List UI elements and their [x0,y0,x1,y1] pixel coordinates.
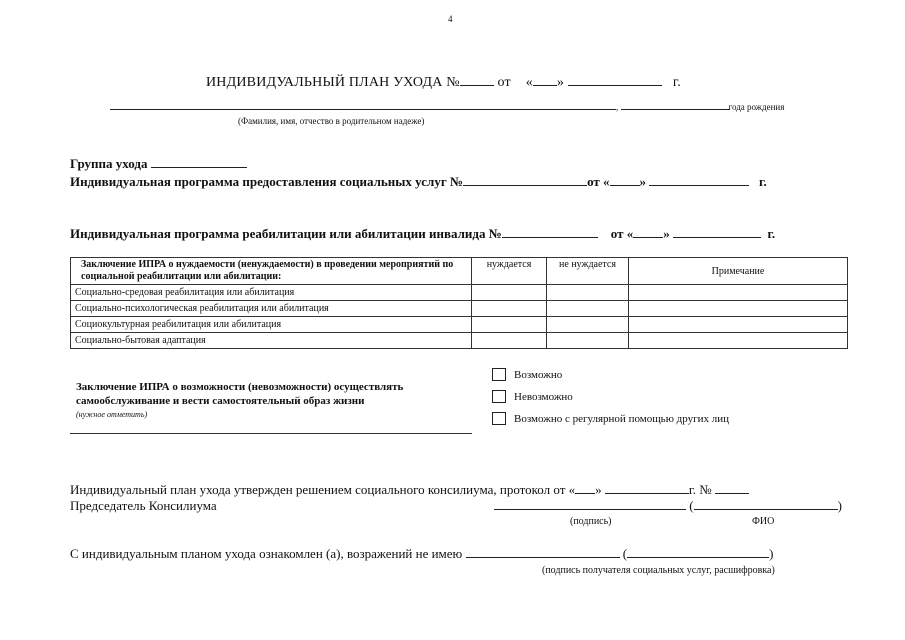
table-header-note: Примечание [629,258,848,285]
ipra-label: Индивидуальная программа реабилитации или абилитации инвалида № [70,226,502,241]
no-needs-cell[interactable] [547,333,629,349]
plan-month-field[interactable] [568,74,662,86]
chairman-label: Председатель Консилиума [70,498,217,513]
ipra-close: » [663,226,670,241]
document-title [206,74,681,91]
recipient-name-field[interactable] [110,98,619,112]
table-row [71,333,848,349]
ipra-rehab-table [70,257,848,349]
acquaint-sig-open: ( [622,546,628,561]
protocol-number-field[interactable] [715,482,749,494]
selfcare-divider [70,433,472,434]
acquaint-row [70,546,773,562]
approval-row [70,482,749,498]
note-cell[interactable] [629,317,848,333]
chairman-sig-open: ( [689,498,694,513]
birth-year-label: года рождения [728,102,785,112]
page-number: 4 [448,14,453,24]
ipra-day-field[interactable] [633,226,663,238]
table-header-row [71,258,848,285]
approval-text: Индивидуальный план ухода утвержден решением социального консилиума, протокол от « [70,482,576,497]
ipra-row [70,226,775,242]
checkbox-possible[interactable] [492,368,506,381]
acquaint-signature-field[interactable] [466,546,620,558]
approval-year-no: г. № [688,482,712,497]
table-row [71,285,848,301]
needs-cell[interactable] [472,317,547,333]
title-date-open: « [525,75,533,90]
option-impossible[interactable] [492,390,573,403]
option-possible-with-help[interactable] [492,412,729,425]
ipsu-from: от « [587,174,610,189]
checkbox-impossible[interactable] [492,390,506,403]
ipsu-label: Индивидуальная программа предоставления социальных услуг № [70,174,464,189]
option-impossible-label: Невозможно [514,390,573,403]
no-needs-cell[interactable] [547,317,629,333]
ipsu-close: » [639,174,647,189]
ipsu-month-field[interactable] [649,174,749,186]
recipient-line [110,98,784,112]
ipsu-number-field[interactable] [463,174,587,186]
table-header-no-needs: не нуждается [547,258,629,285]
acquaint-sig-close: ) [769,546,774,561]
note-cell[interactable] [629,285,848,301]
option-possible-label: Возможно [514,368,563,381]
care-group-row [70,156,247,172]
ipsu-row [70,174,767,190]
recipient-name-caption: (Фамилия, имя, отчество в родительном надеже) [238,116,425,126]
ipra-from: от « [610,226,634,241]
table-header-needs: нуждается [472,258,547,285]
needs-cell[interactable] [472,285,547,301]
ipsu-year: г. [759,174,767,189]
table-row-label: Социально-средовая реабилитация или абилитация [71,285,472,301]
plan-number-field[interactable] [460,74,494,86]
note-cell[interactable] [629,333,848,349]
no-needs-cell[interactable] [547,301,629,317]
no-needs-cell[interactable] [547,285,629,301]
acquaint-caption: (подпись получателя социальных услуг, расшифровка) [542,565,775,576]
approval-close: » [595,482,602,497]
table-row-label: Социокультурная реабилитация или абилитация [71,317,472,333]
selfcare-conclusion-title: Заключение ИПРА о возможности (невозможности) осуществлять самообслуживание и вести самостоятельный образ жизни [76,381,404,407]
protocol-month-field[interactable] [605,482,689,494]
table-row [71,301,848,317]
ipra-month-field[interactable] [673,226,761,238]
title-date-close: » [556,75,565,90]
ipra-year: г. [767,226,776,241]
signature-caption: (подпись) [570,516,612,527]
ipsu-day-field[interactable] [610,174,640,186]
care-group-label: Группа ухода [70,156,148,171]
fio-caption: ФИО [752,516,775,527]
care-group-field[interactable] [151,156,247,168]
checkbox-possible-with-help[interactable] [492,412,506,425]
option-possible[interactable] [492,368,562,381]
plan-day-field[interactable] [533,74,557,86]
table-row-label: Социально-психологическая реабилитация или абилитация [71,301,472,317]
birth-year-field[interactable] [621,98,729,110]
ipra-number-field[interactable] [502,226,598,238]
recipient-comma: , [616,102,619,112]
table-row-label: Социально-бытовая адаптация [71,333,472,349]
selfcare-note: (нужное отметить) [76,410,148,419]
table-row [71,317,848,333]
acquaint-fio-field[interactable] [627,546,769,558]
title-prefix: ИНДИВИДУАЛЬНЫЙ ПЛАН УХОДА № [206,75,460,90]
protocol-day-field[interactable] [575,482,595,494]
needs-cell[interactable] [472,301,547,317]
needs-cell[interactable] [472,333,547,349]
table-header-conclusion: Заключение ИПРА о нуждаемости (ненуждаемости) в проведении мероприятий по социальной реабилитации или абилитации: [71,258,472,285]
title-year: г. [672,75,681,90]
acquaint-text: С индивидуальным планом ухода ознакомлен (а), возражений не имею [70,546,463,561]
chairman-signature-field[interactable] [494,498,686,510]
title-from: от [497,75,511,90]
chairman-sig-close: ) [837,498,842,513]
chairman-signature-row [494,498,842,514]
note-cell[interactable] [629,301,848,317]
chairman-fio-field[interactable] [694,498,838,510]
option-possible-with-help-label: Возможно с регулярной помощью других лиц [514,412,730,425]
